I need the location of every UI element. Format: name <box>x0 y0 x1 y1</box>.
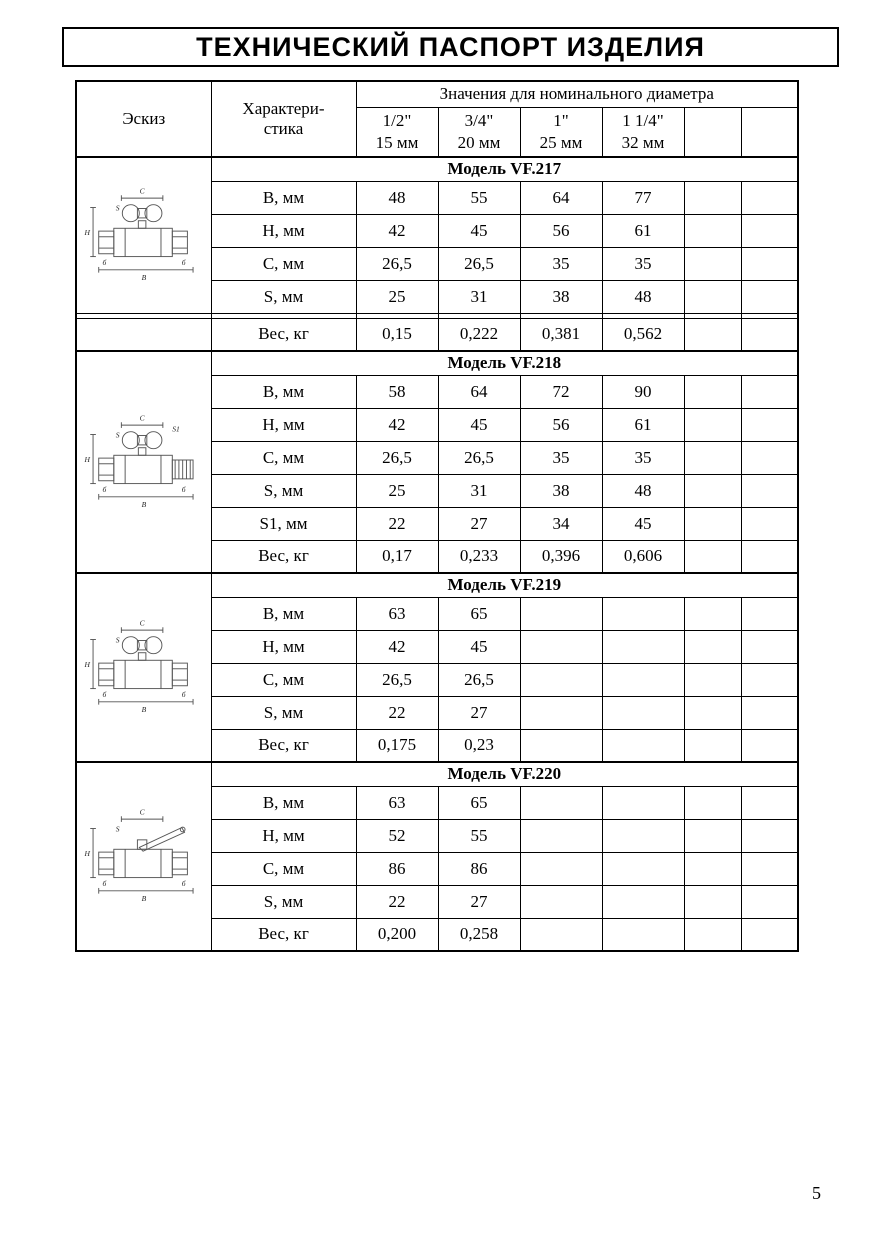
value-cell <box>684 786 741 819</box>
value-cell: 63 <box>356 597 438 630</box>
value-cell <box>684 408 741 441</box>
svg-text:B: B <box>141 499 147 509</box>
value-cell: 34 <box>520 507 602 540</box>
spec-table <box>75 80 799 952</box>
characteristic-label: S1, мм <box>211 507 356 540</box>
value-cell <box>520 819 602 852</box>
size-mm: 32 мм <box>621 132 665 152</box>
size-inch: 1/2" <box>382 110 412 130</box>
value-cell <box>602 696 684 729</box>
value-cell: 48 <box>602 474 684 507</box>
svg-text:б: б <box>102 484 107 494</box>
value-cell: 58 <box>356 375 438 408</box>
characteristic-line2: стика <box>263 119 304 138</box>
value-cell: 55 <box>438 181 520 214</box>
value-cell: 25 <box>356 280 438 313</box>
value-cell: 42 <box>356 214 438 247</box>
value-cell <box>741 696 798 729</box>
value-cell: 22 <box>356 885 438 918</box>
page-title: ТЕХНИЧЕСКИЙ ПАСПОРТ ИЗДЕЛИЯ <box>196 31 705 62</box>
value-cell <box>741 540 798 573</box>
value-cell <box>684 318 741 351</box>
value-cell <box>741 918 798 951</box>
svg-text:S: S <box>115 203 120 213</box>
value-cell: 86 <box>356 852 438 885</box>
size-column-header-2 <box>438 107 520 157</box>
value-cell <box>741 507 798 540</box>
value-cell: 38 <box>520 280 602 313</box>
value-cell <box>684 597 741 630</box>
value-cell: 52 <box>356 819 438 852</box>
value-cell: 61 <box>602 408 684 441</box>
valve-drawing <box>81 183 207 283</box>
model-section-vf217 <box>76 157 798 181</box>
svg-text:S: S <box>115 635 120 645</box>
value-cell <box>520 885 602 918</box>
characteristic-line1: Характери- <box>242 99 325 118</box>
svg-text:H: H <box>84 848 90 858</box>
spec-table-body <box>76 157 798 951</box>
value-cell: 0,562 <box>602 318 684 351</box>
value-cell <box>684 474 741 507</box>
value-cell: 65 <box>438 597 520 630</box>
svg-text:H: H <box>84 454 90 464</box>
value-cell <box>602 630 684 663</box>
value-cell <box>741 819 798 852</box>
size-mm: 25 мм <box>539 132 583 152</box>
value-cell: 0,23 <box>438 729 520 762</box>
value-cell <box>684 214 741 247</box>
value-cell <box>520 696 602 729</box>
value-cell <box>741 597 798 630</box>
size-mm: 20 мм <box>457 132 501 152</box>
characteristic-label: S, мм <box>211 280 356 313</box>
characteristic-label: Вес, кг <box>211 918 356 951</box>
valve-sketch-vf217 <box>76 157 211 313</box>
model-title: Модель VF.219 <box>211 573 798 597</box>
value-cell: 22 <box>356 507 438 540</box>
value-cell <box>684 441 741 474</box>
value-cell <box>684 247 741 280</box>
value-cell: 61 <box>602 214 684 247</box>
value-cell: 26,5 <box>356 663 438 696</box>
value-cell <box>520 918 602 951</box>
value-cell: 86 <box>438 852 520 885</box>
value-cell <box>602 918 684 951</box>
value-cell <box>684 729 741 762</box>
value-cell <box>741 786 798 819</box>
characteristic-label: B, мм <box>211 375 356 408</box>
characteristic-label: S, мм <box>211 474 356 507</box>
characteristic-label: C, мм <box>211 852 356 885</box>
value-cell: 65 <box>438 786 520 819</box>
model-section-vf219 <box>76 573 798 597</box>
value-cell: 0,17 <box>356 540 438 573</box>
value-cell: 0,233 <box>438 540 520 573</box>
svg-text:H: H <box>84 659 90 669</box>
value-cell: 45 <box>438 408 520 441</box>
value-cell: 31 <box>438 474 520 507</box>
value-cell <box>741 885 798 918</box>
characteristic-label: H, мм <box>211 408 356 441</box>
value-cell: 0,396 <box>520 540 602 573</box>
svg-text:S: S <box>115 429 120 439</box>
characteristic-label: Вес, кг <box>211 729 356 762</box>
size-column-header-3 <box>520 107 602 157</box>
value-cell <box>684 630 741 663</box>
characteristic-label: B, мм <box>211 597 356 630</box>
characteristic-label: B, мм <box>211 181 356 214</box>
value-cell <box>684 507 741 540</box>
value-cell: 0,200 <box>356 918 438 951</box>
characteristic-label: S, мм <box>211 696 356 729</box>
value-cell: 72 <box>520 375 602 408</box>
svg-text:C: C <box>139 618 145 628</box>
characteristic-label: S, мм <box>211 885 356 918</box>
size-inch: 1" <box>553 110 569 130</box>
value-cell <box>684 663 741 696</box>
svg-text:б: б <box>102 690 107 700</box>
value-cell <box>520 729 602 762</box>
size-inch: 1 1/4" <box>622 110 664 130</box>
size-inch: 3/4" <box>464 110 494 130</box>
value-cell <box>684 280 741 313</box>
value-cell <box>684 852 741 885</box>
valve-sketch-vf220 <box>76 762 211 951</box>
value-cell: 56 <box>520 214 602 247</box>
value-cell: 45 <box>438 214 520 247</box>
characteristic-label: C, мм <box>211 441 356 474</box>
value-cell: 64 <box>438 375 520 408</box>
model-title: Модель VF.220 <box>211 762 798 786</box>
value-cell <box>684 819 741 852</box>
svg-text:B: B <box>141 705 147 715</box>
valve-sketch-vf218 <box>76 351 211 573</box>
empty-size-column-header-2 <box>741 107 798 157</box>
model-title: Модель VF.218 <box>211 351 798 375</box>
value-cell <box>741 630 798 663</box>
value-cell: 35 <box>602 247 684 280</box>
characteristic-label: H, мм <box>211 214 356 247</box>
empty-size-column-header-1 <box>684 107 741 157</box>
value-cell <box>684 375 741 408</box>
model-section-vf220 <box>76 762 798 786</box>
value-cell <box>684 696 741 729</box>
value-cell <box>520 852 602 885</box>
value-cell <box>741 408 798 441</box>
value-cell: 26,5 <box>356 247 438 280</box>
svg-text:C: C <box>139 412 145 422</box>
svg-text:б: б <box>102 879 107 889</box>
value-cell: 26,5 <box>356 441 438 474</box>
value-cell: 22 <box>356 696 438 729</box>
characteristic-label: H, мм <box>211 630 356 663</box>
svg-text:б: б <box>181 690 186 700</box>
value-cell <box>741 441 798 474</box>
value-cell: 26,5 <box>438 441 520 474</box>
value-cell: 0,15 <box>356 318 438 351</box>
value-cell: 0,258 <box>438 918 520 951</box>
title-box <box>62 27 839 67</box>
value-cell <box>741 247 798 280</box>
svg-text:б: б <box>102 257 107 267</box>
value-cell <box>602 852 684 885</box>
value-cell: 31 <box>438 280 520 313</box>
value-cell: 42 <box>356 408 438 441</box>
value-cell: 35 <box>520 441 602 474</box>
value-cell <box>602 729 684 762</box>
sketch-column-empty-cell <box>76 318 211 351</box>
col-header-characteristic <box>211 81 356 157</box>
svg-text:S1: S1 <box>172 424 180 434</box>
valve-drawing <box>81 615 207 715</box>
size-mm: 15 мм <box>375 132 419 152</box>
value-cell: 27 <box>438 507 520 540</box>
value-cell <box>741 663 798 696</box>
page-number: 5 <box>812 1183 821 1203</box>
header-row-1 <box>76 81 798 107</box>
value-cell: 26,5 <box>438 247 520 280</box>
characteristic-label: C, мм <box>211 663 356 696</box>
value-cell: 77 <box>602 181 684 214</box>
value-cell: 90 <box>602 375 684 408</box>
value-cell: 27 <box>438 885 520 918</box>
value-cell <box>684 918 741 951</box>
size-column-header-1 <box>356 107 438 157</box>
value-cell: 0,222 <box>438 318 520 351</box>
value-cell: 64 <box>520 181 602 214</box>
value-cell: 27 <box>438 696 520 729</box>
value-cell <box>520 663 602 696</box>
svg-text:S: S <box>115 824 120 834</box>
value-cell <box>741 474 798 507</box>
svg-text:б: б <box>181 257 186 267</box>
value-cell: 0,381 <box>520 318 602 351</box>
characteristic-label: H, мм <box>211 819 356 852</box>
value-cell <box>602 597 684 630</box>
value-cell <box>520 597 602 630</box>
value-cell: 56 <box>520 408 602 441</box>
value-cell: 55 <box>438 819 520 852</box>
value-cell <box>741 280 798 313</box>
value-cell <box>741 181 798 214</box>
size-column-header-4 <box>602 107 684 157</box>
svg-text:б: б <box>181 879 186 889</box>
value-cell <box>741 852 798 885</box>
value-cell: 25 <box>356 474 438 507</box>
value-cell: 0,606 <box>602 540 684 573</box>
value-cell <box>684 181 741 214</box>
value-cell: 48 <box>602 280 684 313</box>
svg-text:H: H <box>84 227 90 237</box>
value-cell: 48 <box>356 181 438 214</box>
value-cell <box>741 318 798 351</box>
svg-text:B: B <box>141 272 147 282</box>
value-cell <box>602 786 684 819</box>
value-cell <box>520 786 602 819</box>
svg-text:B: B <box>141 894 147 904</box>
value-cell: 63 <box>356 786 438 819</box>
value-cell: 45 <box>438 630 520 663</box>
table-row <box>76 318 798 351</box>
value-cell: 45 <box>602 507 684 540</box>
value-cell: 35 <box>602 441 684 474</box>
svg-text:C: C <box>139 807 145 817</box>
svg-text:б: б <box>181 484 186 494</box>
svg-text:C: C <box>139 186 145 196</box>
characteristic-label: Вес, кг <box>211 318 356 351</box>
value-cell <box>684 885 741 918</box>
value-cell: 42 <box>356 630 438 663</box>
value-cell <box>684 540 741 573</box>
value-cell <box>741 214 798 247</box>
valve-drawing <box>81 410 207 510</box>
value-cell <box>602 663 684 696</box>
model-section-vf218 <box>76 351 798 375</box>
characteristic-label: B, мм <box>211 786 356 819</box>
col-header-sketch: Эскиз <box>76 81 211 157</box>
valve-sketch-vf219 <box>76 573 211 762</box>
characteristic-label: Вес, кг <box>211 540 356 573</box>
value-cell <box>520 630 602 663</box>
value-cell <box>602 885 684 918</box>
col-header-values: Значения для номинального диаметра <box>356 81 798 107</box>
characteristic-label: C, мм <box>211 247 356 280</box>
model-title: Модель VF.217 <box>211 157 798 181</box>
value-cell: 38 <box>520 474 602 507</box>
valve-drawing <box>81 804 207 904</box>
value-cell: 26,5 <box>438 663 520 696</box>
value-cell: 35 <box>520 247 602 280</box>
value-cell <box>741 729 798 762</box>
value-cell: 0,175 <box>356 729 438 762</box>
value-cell <box>741 375 798 408</box>
value-cell <box>602 819 684 852</box>
